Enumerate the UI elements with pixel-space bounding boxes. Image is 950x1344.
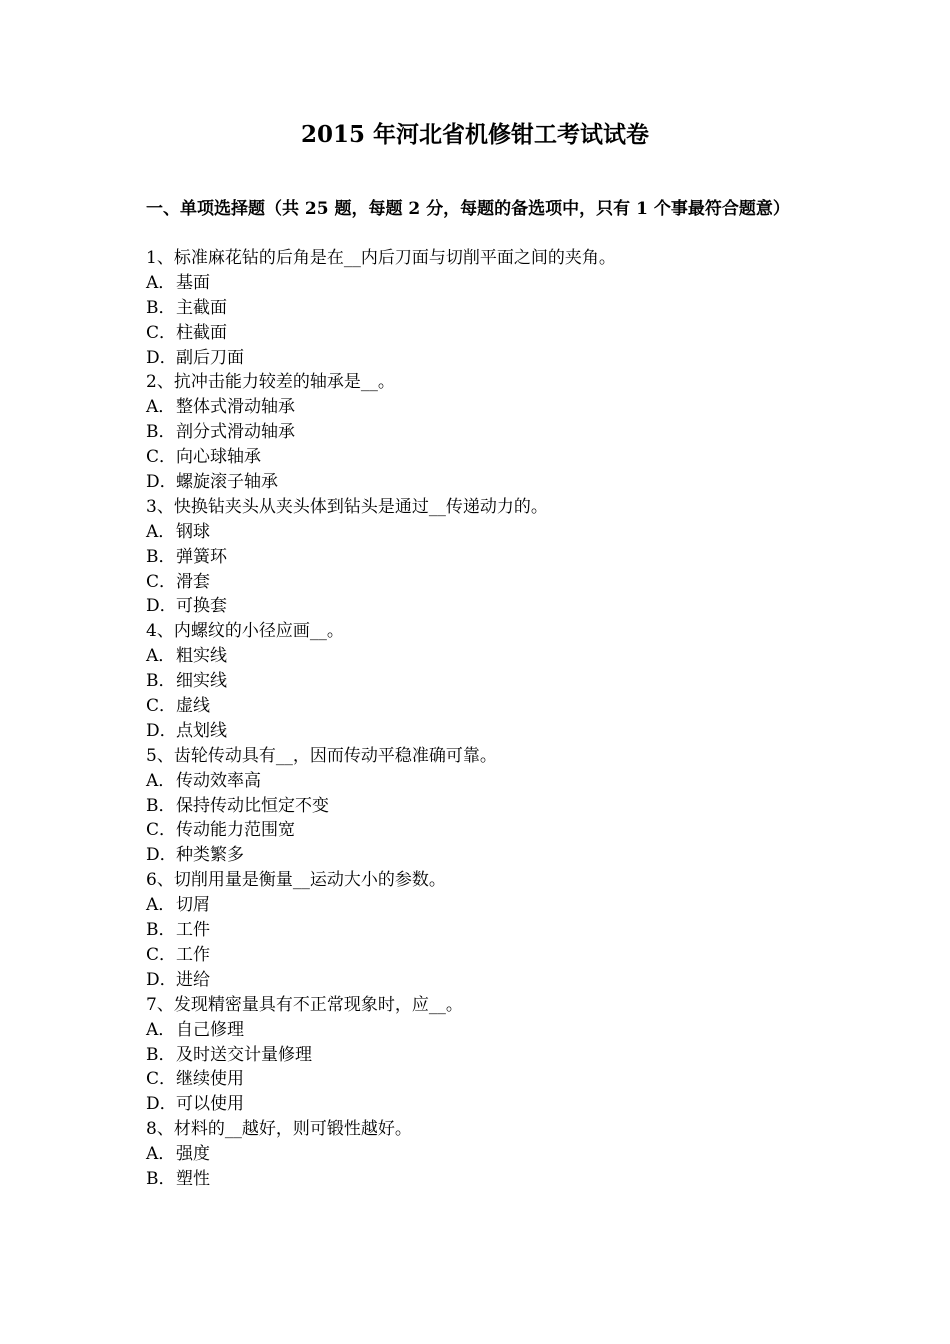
answer-option [146, 520, 826, 545]
option-letter: A． [146, 272, 176, 293]
option-letter: C． [146, 944, 177, 965]
question-list [146, 246, 826, 1192]
option-text: 传动能力范围宽 [176, 820, 295, 841]
option-letter: B． [146, 1044, 176, 1065]
option-text: 自己修理 [176, 1019, 244, 1040]
answer-option [146, 296, 826, 321]
option-text: 基面 [176, 272, 210, 293]
answer-option [146, 321, 826, 346]
option-letter: B． [146, 920, 176, 941]
option-letter: A． [146, 1144, 176, 1165]
answer-option [146, 669, 826, 694]
option-text: 副后刀面 [176, 347, 244, 368]
option-letter: D． [146, 845, 177, 866]
option-letter: C． [146, 820, 177, 841]
answer-option [146, 271, 826, 296]
answer-option [146, 346, 826, 371]
answer-option [146, 769, 826, 794]
question-stem: 5、齿轮传动具有__，因而传动平稳准确可靠。 [146, 745, 497, 766]
answer-option [146, 1067, 826, 1092]
option-letter: D． [146, 596, 177, 617]
answer-option [146, 470, 826, 495]
option-letter: A． [146, 397, 176, 418]
answer-option [146, 1167, 826, 1192]
option-text: 进给 [176, 969, 210, 990]
question-stem: 6、切削用量是衡量__运动大小的参数。 [146, 870, 446, 891]
option-text: 剖分式滑动轴承 [176, 422, 295, 443]
option-text: 点划线 [176, 720, 227, 741]
section-heading: 一、单项选择题（共 25 题，每题 2 分，每题的备选项中，只有 1 个事最符合题意） [146, 199, 790, 219]
option-letter: A． [146, 770, 176, 791]
answer-option [146, 545, 826, 570]
option-text: 主截面 [176, 297, 227, 318]
option-text: 细实线 [176, 671, 227, 692]
option-text: 弹簧环 [176, 546, 227, 567]
option-text: 切屑 [176, 895, 210, 916]
option-text: 及时送交计量修理 [176, 1044, 312, 1065]
answer-option [146, 818, 826, 843]
answer-option [146, 918, 826, 943]
answer-option [146, 445, 826, 470]
answer-option [146, 893, 826, 918]
option-letter: C． [146, 571, 177, 592]
answer-option [146, 594, 826, 619]
option-letter: C． [146, 322, 177, 343]
answer-option [146, 943, 826, 968]
answer-option [146, 1018, 826, 1043]
question-stem: 7、发现精密量具有不正常现象时，应__。 [146, 994, 463, 1015]
option-letter: B． [146, 546, 176, 567]
option-text: 塑性 [176, 1168, 210, 1189]
option-text: 整体式滑动轴承 [176, 397, 295, 418]
answer-option [146, 1142, 826, 1167]
option-text: 强度 [176, 1144, 210, 1165]
option-letter: B． [146, 422, 176, 443]
option-letter: B． [146, 671, 176, 692]
option-letter: C． [146, 696, 177, 717]
answer-option [146, 570, 826, 595]
option-letter: D． [146, 720, 177, 741]
option-letter: A． [146, 646, 176, 667]
option-text: 可换套 [176, 596, 227, 617]
option-text: 工件 [176, 920, 210, 941]
option-text: 螺旋滚子轴承 [176, 472, 278, 493]
option-letter: B． [146, 795, 176, 816]
option-text: 柱截面 [176, 322, 227, 343]
answer-option [146, 843, 826, 868]
option-letter: C． [146, 1069, 177, 1090]
option-letter: D． [146, 347, 177, 368]
answer-option [146, 968, 826, 993]
option-text: 工作 [176, 944, 210, 965]
option-text: 虚线 [176, 696, 210, 717]
question-stem: 1、标准麻花钻的后角是在__内后刀面与切削平面之间的夹角。 [146, 248, 616, 268]
question-stem: 8、材料的__越好，则可锻性越好。 [146, 1119, 412, 1140]
answer-option [146, 395, 826, 420]
question-stem: 3、快换钻夹头从夹头体到钻头是通过__传递动力的。 [146, 496, 548, 517]
option-letter: A． [146, 1019, 176, 1040]
option-text: 传动效率高 [176, 770, 261, 791]
option-letter: A． [146, 521, 176, 542]
option-text: 可以使用 [176, 1094, 244, 1115]
option-text: 向心球轴承 [176, 447, 261, 468]
option-letter: B． [146, 297, 176, 318]
question-stem: 4、内螺纹的小径应画__。 [146, 621, 344, 642]
option-text: 继续使用 [176, 1069, 244, 1090]
answer-option [146, 420, 826, 445]
option-letter: B． [146, 1168, 176, 1189]
page-title: 2015 年河北省机修钳工考试试卷 [300, 121, 650, 148]
answer-option [146, 794, 826, 819]
option-letter: C． [146, 447, 177, 468]
answer-option [146, 1092, 826, 1117]
option-letter: D． [146, 969, 177, 990]
option-text: 滑套 [176, 571, 210, 592]
answer-option [146, 1043, 826, 1068]
option-letter: A． [146, 895, 176, 916]
option-letter: D． [146, 472, 177, 493]
answer-option [146, 644, 826, 669]
answer-option [146, 719, 826, 744]
option-letter: D． [146, 1094, 177, 1115]
option-text: 粗实线 [176, 646, 227, 667]
question-stem: 2、抗冲击能力较差的轴承是__。 [146, 372, 395, 393]
answer-option [146, 694, 826, 719]
option-text: 钢球 [176, 521, 210, 542]
option-text: 种类繁多 [176, 845, 244, 866]
option-text: 保持传动比恒定不变 [176, 795, 329, 816]
